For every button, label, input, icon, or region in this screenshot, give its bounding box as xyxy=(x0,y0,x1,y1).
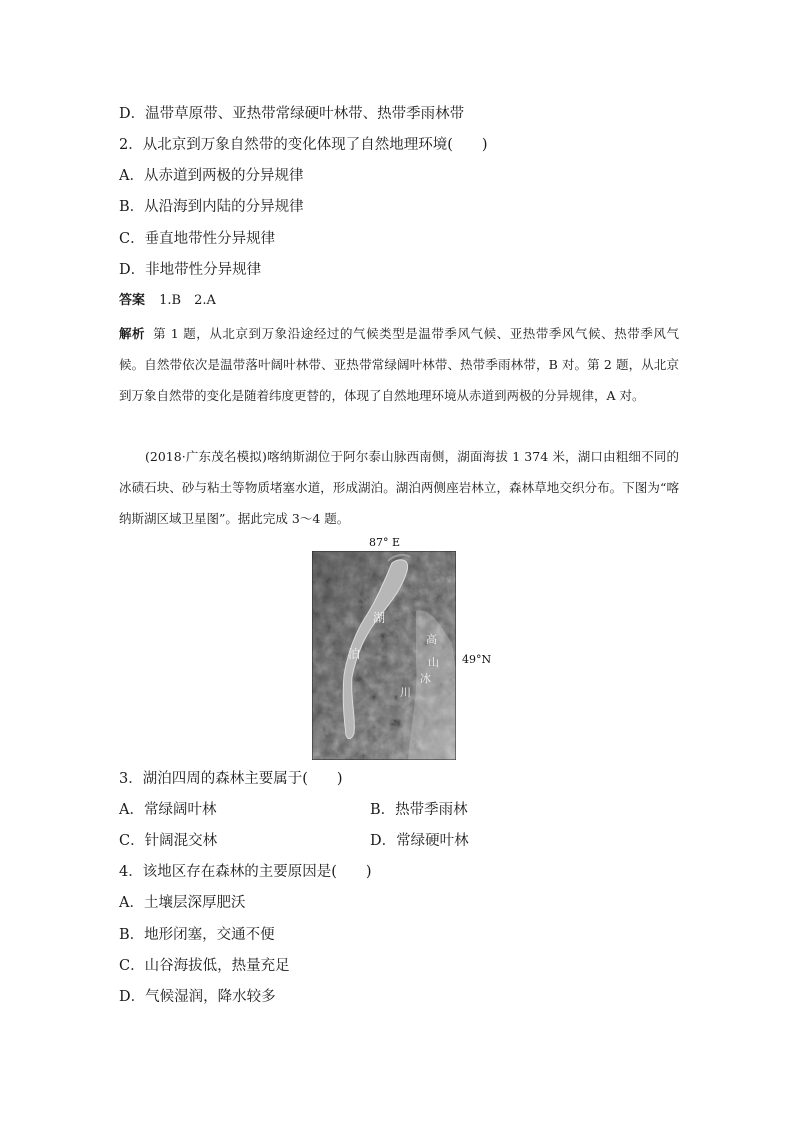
answer-line xyxy=(119,291,216,311)
glacier-char-bing: 冰 xyxy=(420,672,431,685)
analysis-text: 第 1 题，从北京到万象沿途经过的气候类型是温带季风气候、亚热带季风气候、热带季风气候。自然带依次是温带落叶阔叶林带、亚热带常绿阔叶林带、热带季雨林带，B 对。第 2 题，从北京到万象自然带的变化是随着纬度更替的，体现了自然地理环境从赤道到两极的分异规律，A 对。 xyxy=(119,326,679,403)
q4-option-c: C．山谷海拔低，热量充足 xyxy=(119,958,290,974)
q2-option-a: A．从赤道到两极的分异规律 xyxy=(119,168,304,184)
q2-stem: 2．从北京到万象自然带的变化体现了自然地理环境( ) xyxy=(119,137,488,153)
q3-option-a: A．常绿阔叶林 xyxy=(119,802,217,818)
q2-option-b: B．从沿海到内陆的分异规律 xyxy=(119,199,304,215)
q3-option-c: C．针阔混交林 xyxy=(119,833,218,849)
glacier-char-chuan: 川 xyxy=(400,686,411,699)
analysis-paragraph xyxy=(119,318,679,411)
q2-option-d: D．非地带性分异规律 xyxy=(119,262,262,278)
answer-text: 1.B 2.A xyxy=(159,293,216,308)
latitude-label: 49°N xyxy=(462,653,492,666)
lake-char-po: 泊 xyxy=(348,647,361,661)
satellite-map xyxy=(312,551,456,760)
q4-option-b: B．地形闭塞，交通不便 xyxy=(119,927,275,943)
glacier-char-shan: 山 xyxy=(428,656,439,669)
material-paragraph: (2018·广东茂名模拟)喀纳斯湖位于阿尔泰山脉西南侧，湖面海拔 1 374 米，湖口由粗细不同的冰碛石块、砂与粘土等物质堵塞水道，形成湖泊。湖泊两侧座岩林立，森林草地交织分布。下图为“喀纳斯湖区域卫星图”。据此完成 3～4 题。 xyxy=(119,449,679,526)
q1-option-d: D．温带草原带、亚热带常绿硬叶林带、热带季雨林带 xyxy=(119,106,465,122)
analysis-label: 解析 xyxy=(119,326,146,341)
glacier-char-gao: 高 xyxy=(426,633,437,646)
q4-option-a: A．土壤层深厚肥沃 xyxy=(119,895,246,911)
q3-stem: 3．湖泊四周的森林主要属于( ) xyxy=(119,771,343,787)
q4-option-d: D．气候湿润，降水较多 xyxy=(119,989,276,1005)
q2-option-c: C．垂直地带性分异规律 xyxy=(119,231,276,247)
lake-char-hu: 湖 xyxy=(373,611,386,625)
longitude-label: 87° E xyxy=(369,536,401,549)
answer-label: 答案 xyxy=(119,293,146,308)
q4-stem: 4．该地区存在森林的主要原因是( ) xyxy=(119,864,372,880)
q3-option-b: B．热带季雨林 xyxy=(370,802,468,818)
q3-option-d: D．常绿硬叶林 xyxy=(370,833,469,849)
